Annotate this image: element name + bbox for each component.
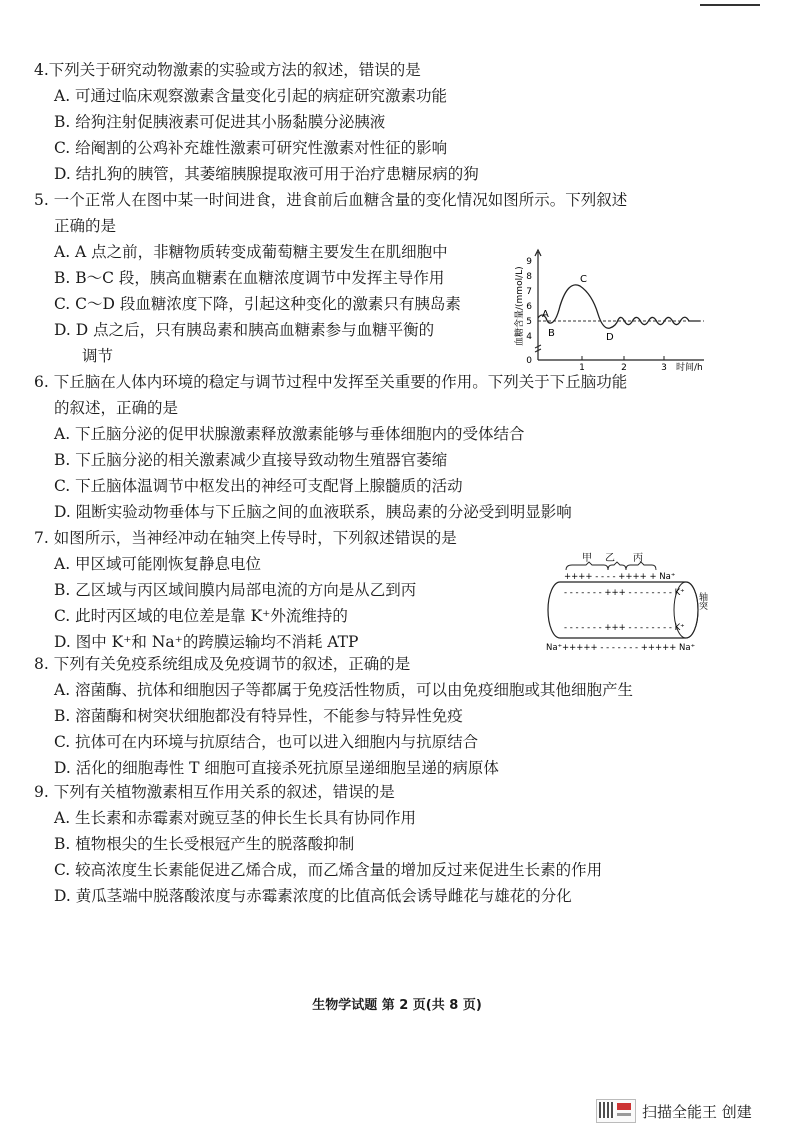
xtick-3: 3	[661, 363, 667, 372]
scanner-logo-icon	[596, 1099, 636, 1123]
q9-option-a: A. 生长素和赤霉素对豌豆茎的伸长生长具有协同作用	[54, 809, 417, 827]
q6-stem: 6. 下丘脑在人体内环境的稳定与调节过程中发挥至关重要的作用。下列关于下丘脑功能	[34, 373, 628, 391]
scan-edge-mark	[700, 4, 760, 6]
q5-option-d-cont: 调节	[82, 347, 114, 365]
bottom-outer-charges: Na⁺+++++ - - - - - - - +++++ Na⁺	[546, 643, 696, 653]
q9-option-c: C. 较高浓度生长素能促进乙烯合成，而乙烯含量的增加反过来促进生长素的作用	[54, 861, 603, 879]
point-d-label: D	[606, 332, 614, 343]
q4-option-d: D. 结扎狗的胰管，其萎缩胰腺提取液可用于治疗患糖尿病的狗	[54, 165, 479, 183]
region-yi: 乙	[605, 553, 615, 564]
q4-stem: 4.下列关于研究动物激素的实验或方法的叙述，错误的是	[34, 61, 421, 79]
q5-blood-glucose-figure	[508, 244, 720, 372]
ytick-5: 5	[526, 317, 532, 327]
q7-option-d: D. 图中 K⁺和 Na⁺的跨膜运输均不消耗 ATP	[54, 633, 359, 651]
inner-top-charges: - - - - - - - +++ - - - - - - - - K⁺	[564, 588, 685, 598]
q9-option-b: B. 植物根尖的生长受根冠产生的脱落酸抑制	[54, 835, 355, 853]
region-bing: 丙	[633, 553, 643, 564]
scanner-watermark	[596, 1098, 752, 1124]
q5-option-a: A. A 点之前，非糖物质转变成葡萄糖主要发生在肌细胞中	[54, 243, 448, 261]
xtick-1: 1	[579, 363, 585, 372]
ytick-6: 6	[526, 302, 532, 312]
q5-option-c: C. C～D 段血糖浓度下降，引起这种变化的激素只有胰岛素	[54, 295, 461, 313]
q5-option-b: B. B～C 段，胰高血糖素在血糖浓度调节中发挥主导作用	[54, 269, 445, 287]
xtick-2: 2	[621, 363, 627, 372]
q9-stem: 9. 下列有关植物激素相互作用关系的叙述，错误的是	[34, 783, 395, 801]
q6-option-c: C. 下丘脑体温调节中枢发出的神经可支配肾上腺髓质的活动	[54, 477, 463, 495]
q4-option-a: A. 可通过临床观察激素含量变化引起的病症研究激素功能	[54, 87, 448, 105]
glucose-curve	[538, 285, 700, 328]
ytick-9: 9	[526, 257, 532, 267]
watermark-text: 扫描全能王 创建	[642, 1102, 752, 1121]
axon-label: 轴突	[697, 592, 707, 610]
page-footer: 生物学试题 第 2 页(共 8 页)	[312, 998, 482, 1013]
inner-bottom-charges: - - - - - - - +++ - - - - - - - - K⁺	[564, 623, 685, 633]
q8-option-c: C. 抗体可在内环境与抗原结合，也可以进入细胞内与抗原结合	[54, 733, 479, 751]
q5-figure-xlabel: 时间/h	[676, 363, 703, 372]
point-c-label: C	[580, 274, 587, 285]
q8-option-a: A. 溶菌酶、抗体和细胞因子等都属于免疫活性物质，可以由免疫细胞或其他细胞产生	[54, 681, 634, 699]
q7-axon-figure	[546, 548, 722, 654]
ytick-7: 7	[526, 287, 532, 297]
q8-option-d: D. 活化的细胞毒性 T 细胞可直接杀死抗原呈递细胞呈递的病原体	[54, 759, 499, 777]
q8-option-b: B. 溶菌酶和树突状细胞都没有特异性，不能参与特异性免疫	[54, 707, 463, 725]
q5-stem-cont: 正确的是	[54, 217, 117, 235]
region-jia: 甲	[582, 553, 592, 564]
ytick-0: 0	[526, 356, 532, 366]
q7-option-a: A. 甲区域可能刚恢复静息电位	[54, 555, 262, 573]
q6-option-a: A. 下丘脑分泌的促甲状腺激素释放激素能够与垂体细胞内的受体结合	[54, 425, 525, 443]
q6-option-d: D. 阻断实验动物垂体与下丘脑之间的血液联系，胰岛素的分泌受到明显影响	[54, 503, 572, 521]
point-b-label: B	[548, 328, 555, 339]
q7-stem: 7. 如图所示，当神经冲动在轴突上传导时，下列叙述错误的是	[34, 529, 457, 547]
top-outer-charges: ++++ - - - - ++++ + Na⁺	[564, 572, 676, 582]
q6-option-b: B. 下丘脑分泌的相关激素减少直接导致动物生殖器官萎缩	[54, 451, 448, 469]
q5-stem: 5. 一个正常人在图中某一时间进食，进食前后血糖含量的变化情况如图所示。下列叙述	[34, 191, 628, 209]
q4-option-c: C. 给阉割的公鸡补充雄性激素可研究性激素对性征的影响	[54, 139, 448, 157]
q4-option-b: B. 给狗注射促胰液素可促进其小肠黏膜分泌胰液	[54, 113, 386, 131]
q7-option-b: B. 乙区域与丙区域间膜内局部电流的方向是从乙到丙	[54, 581, 417, 599]
q6-stem-cont: 的叙述，正确的是	[54, 399, 179, 417]
q7-option-c: C. 此时丙区域的电位差是靠 K⁺外流维持的	[54, 607, 348, 625]
q8-stem: 8. 下列有关免疫系统组成及免疫调节的叙述，正确的是	[34, 655, 411, 673]
q5-figure-ylabel: 血糖含量/(mmol/L)	[515, 266, 525, 346]
q9-option-d: D. 黄瓜茎端中脱落酸浓度与赤霉素浓度的比值高低会诱导雌花与雄花的分化	[54, 887, 572, 905]
ytick-8: 8	[526, 272, 532, 282]
point-a-label: A	[542, 309, 549, 320]
q5-option-d: D. D 点之后，只有胰岛素和胰高血糖素参与血糖平衡的	[54, 321, 435, 339]
ytick-4: 4	[526, 332, 532, 342]
